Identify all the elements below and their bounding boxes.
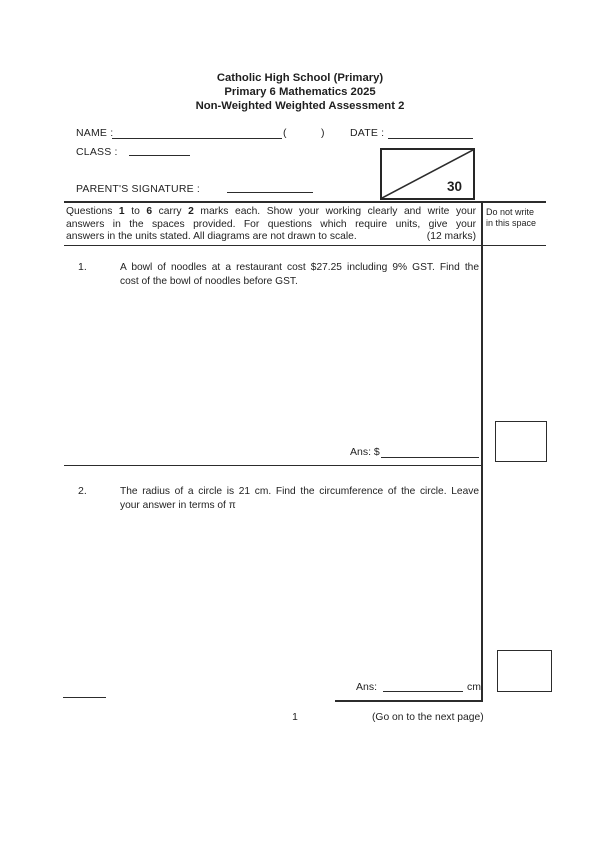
parent-signature-label: PARENT'S SIGNATURE : bbox=[76, 183, 201, 195]
question-1-ans-label: Ans: $ bbox=[350, 446, 380, 458]
question-1-line1: A bowl of noodles at a restaurant cost $27.25 including 9% GST. Find the bbox=[120, 262, 479, 273]
paper-header bbox=[0, 71, 600, 113]
instr-bold-num: 2 bbox=[188, 206, 194, 217]
index-paren-close: ) bbox=[321, 127, 325, 139]
question-1-text bbox=[120, 261, 479, 289]
assessment-title: Non-Weighted Weighted Assessment 2 bbox=[195, 100, 405, 112]
instr-bold-num: 1 bbox=[118, 206, 125, 217]
instructions-line3: answers in the units stated. All diagrams are not drawn to scale. bbox=[66, 231, 357, 243]
instr-seg: marks each. Show your working clearly and write your bbox=[193, 206, 476, 217]
instructions-block bbox=[66, 206, 476, 244]
date-blank[interactable] bbox=[388, 128, 473, 139]
page-bottom-rule-left bbox=[63, 697, 106, 698]
page-number: 1 bbox=[292, 712, 298, 723]
class-label: CLASS : bbox=[76, 146, 118, 158]
do-not-write-note bbox=[486, 207, 544, 228]
name-label: NAME : bbox=[76, 127, 114, 139]
next-page-note: (Go on to the next page) bbox=[372, 712, 484, 723]
question-2-answer-blank[interactable] bbox=[383, 682, 463, 692]
margin-vertical-rule bbox=[481, 201, 483, 702]
instr-bold-num: 6 bbox=[146, 206, 153, 217]
question-divider-rule bbox=[64, 465, 482, 466]
question-2-ans-label: Ans: bbox=[356, 681, 378, 693]
question-1-marker-box[interactable] bbox=[495, 421, 547, 462]
section-marks: (12 marks) bbox=[426, 231, 476, 243]
do-not-write-line1: Do not write bbox=[486, 207, 535, 217]
instructions-bottom-rule bbox=[64, 245, 546, 246]
question-2-line2: your answer in terms of π bbox=[120, 500, 236, 511]
date-label: DATE : bbox=[350, 127, 385, 139]
instr-seg: to bbox=[124, 206, 147, 217]
instr-seg: Questions bbox=[66, 206, 119, 217]
total-marks-value: 30 bbox=[446, 179, 462, 194]
instructions-line2: answers in the spaces provided. For questions which require units, give your bbox=[66, 218, 476, 230]
question-2-text bbox=[120, 485, 479, 513]
question-2-marker-box[interactable] bbox=[497, 650, 552, 692]
question-2-ans-unit: cm bbox=[467, 681, 481, 693]
question-1-number: 1. bbox=[78, 261, 87, 273]
do-not-write-line2: in this space bbox=[486, 217, 537, 228]
name-blank[interactable] bbox=[112, 128, 282, 139]
instructions-line1 bbox=[66, 206, 476, 219]
index-paren-open: ( bbox=[283, 127, 287, 139]
page-bottom-rule-right bbox=[335, 700, 482, 702]
question-1-line2: cost of the bowl of noodles before GST. bbox=[120, 276, 298, 287]
instructions-top-rule bbox=[64, 201, 546, 203]
subject-line: Primary 6 Mathematics 2025 bbox=[224, 86, 376, 98]
question-2-line1: The radius of a circle is 21 cm. Find the circumference of the circle. Leave bbox=[120, 486, 479, 497]
parent-signature-blank[interactable] bbox=[227, 182, 313, 193]
instr-seg: carry bbox=[152, 206, 189, 217]
score-box[interactable] bbox=[380, 148, 475, 200]
class-blank[interactable] bbox=[129, 145, 190, 156]
school-name: Catholic High School (Primary) bbox=[216, 72, 384, 84]
question-2-number: 2. bbox=[78, 485, 87, 497]
question-1-answer-blank[interactable] bbox=[381, 447, 479, 458]
